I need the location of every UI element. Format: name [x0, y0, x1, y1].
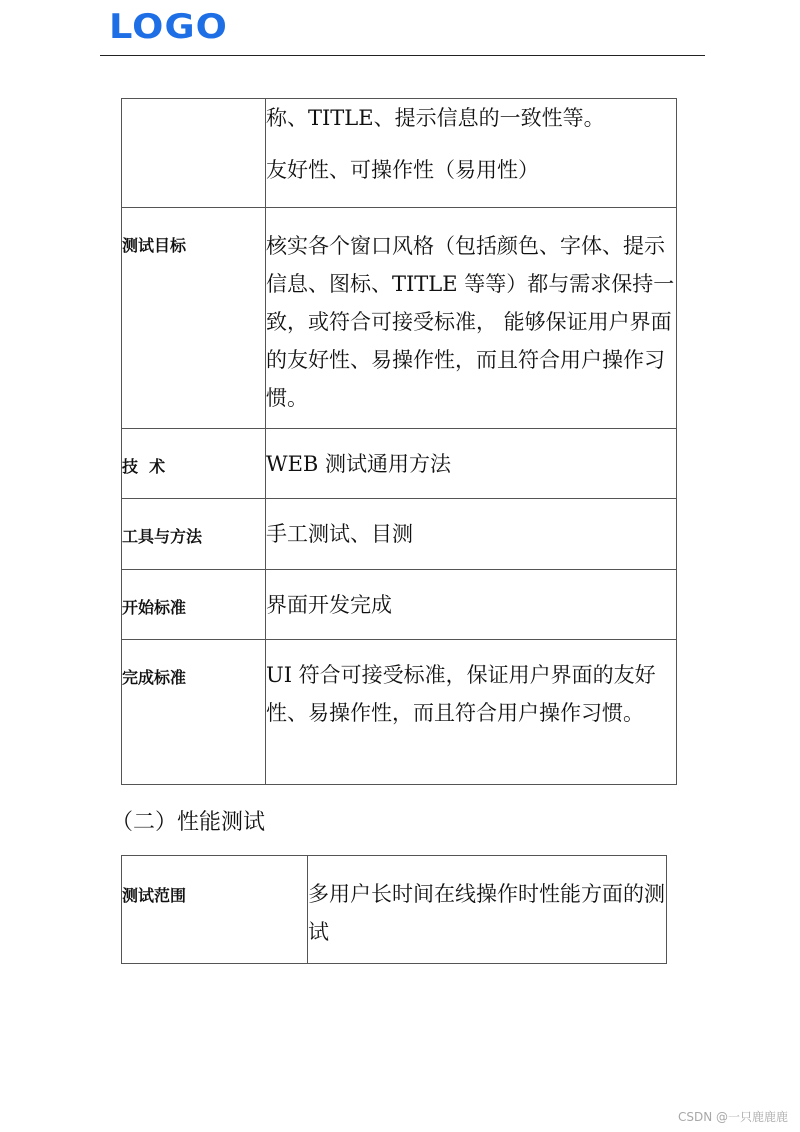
- row-content: UI 符合可接受标准，保证用户界面的友好性、易操作性，而且符合用户操作习惯。: [266, 640, 677, 785]
- row-label-empty: [122, 99, 266, 208]
- content-line: 称、TITLE、提示信息的一致性等。: [266, 106, 605, 130]
- row-content: 界面开发完成: [266, 570, 677, 640]
- table-row: [122, 640, 677, 785]
- row-label-tools-methods: 工具与方法: [122, 499, 266, 570]
- row-label-test-goal: 测试目标: [122, 208, 266, 429]
- header-divider: [100, 55, 705, 56]
- row-label-technique: 技 术: [122, 429, 266, 499]
- row-label-start-criteria: 开始标准: [122, 570, 266, 640]
- table-row: [122, 499, 677, 570]
- table-row: [122, 99, 677, 208]
- row-content: 手工测试、目测: [266, 499, 677, 570]
- logo: LOGO: [109, 7, 228, 47]
- row-content: 核实各个窗口风格（包括颜色、字体、提示信息、图标、TITLE 等等）都与需求保持一致，或符合可接受标准， 能够保证用户界面的友好性、易操作性，而且符合用户操作习惯。: [266, 208, 677, 429]
- section-heading: （二）性能测试: [111, 810, 266, 835]
- row-content: [266, 99, 677, 208]
- row-label-completion-criteria: 完成标准: [122, 640, 266, 785]
- row-label-test-scope: 测试范围: [122, 856, 308, 964]
- ui-test-table: [121, 98, 677, 785]
- table-row: [122, 208, 677, 429]
- table-row: [122, 856, 667, 964]
- content-line: 友好性、可操作性（易用性）: [266, 158, 539, 182]
- watermark: CSDN @一只鹿鹿鹿: [677, 1110, 788, 1124]
- table-row: [122, 429, 677, 499]
- row-content: WEB 测试通用方法: [266, 429, 677, 499]
- row-content: 多用户长时间在线操作时性能方面的测试: [308, 856, 667, 964]
- performance-test-table: [121, 855, 667, 964]
- table-row: [122, 570, 677, 640]
